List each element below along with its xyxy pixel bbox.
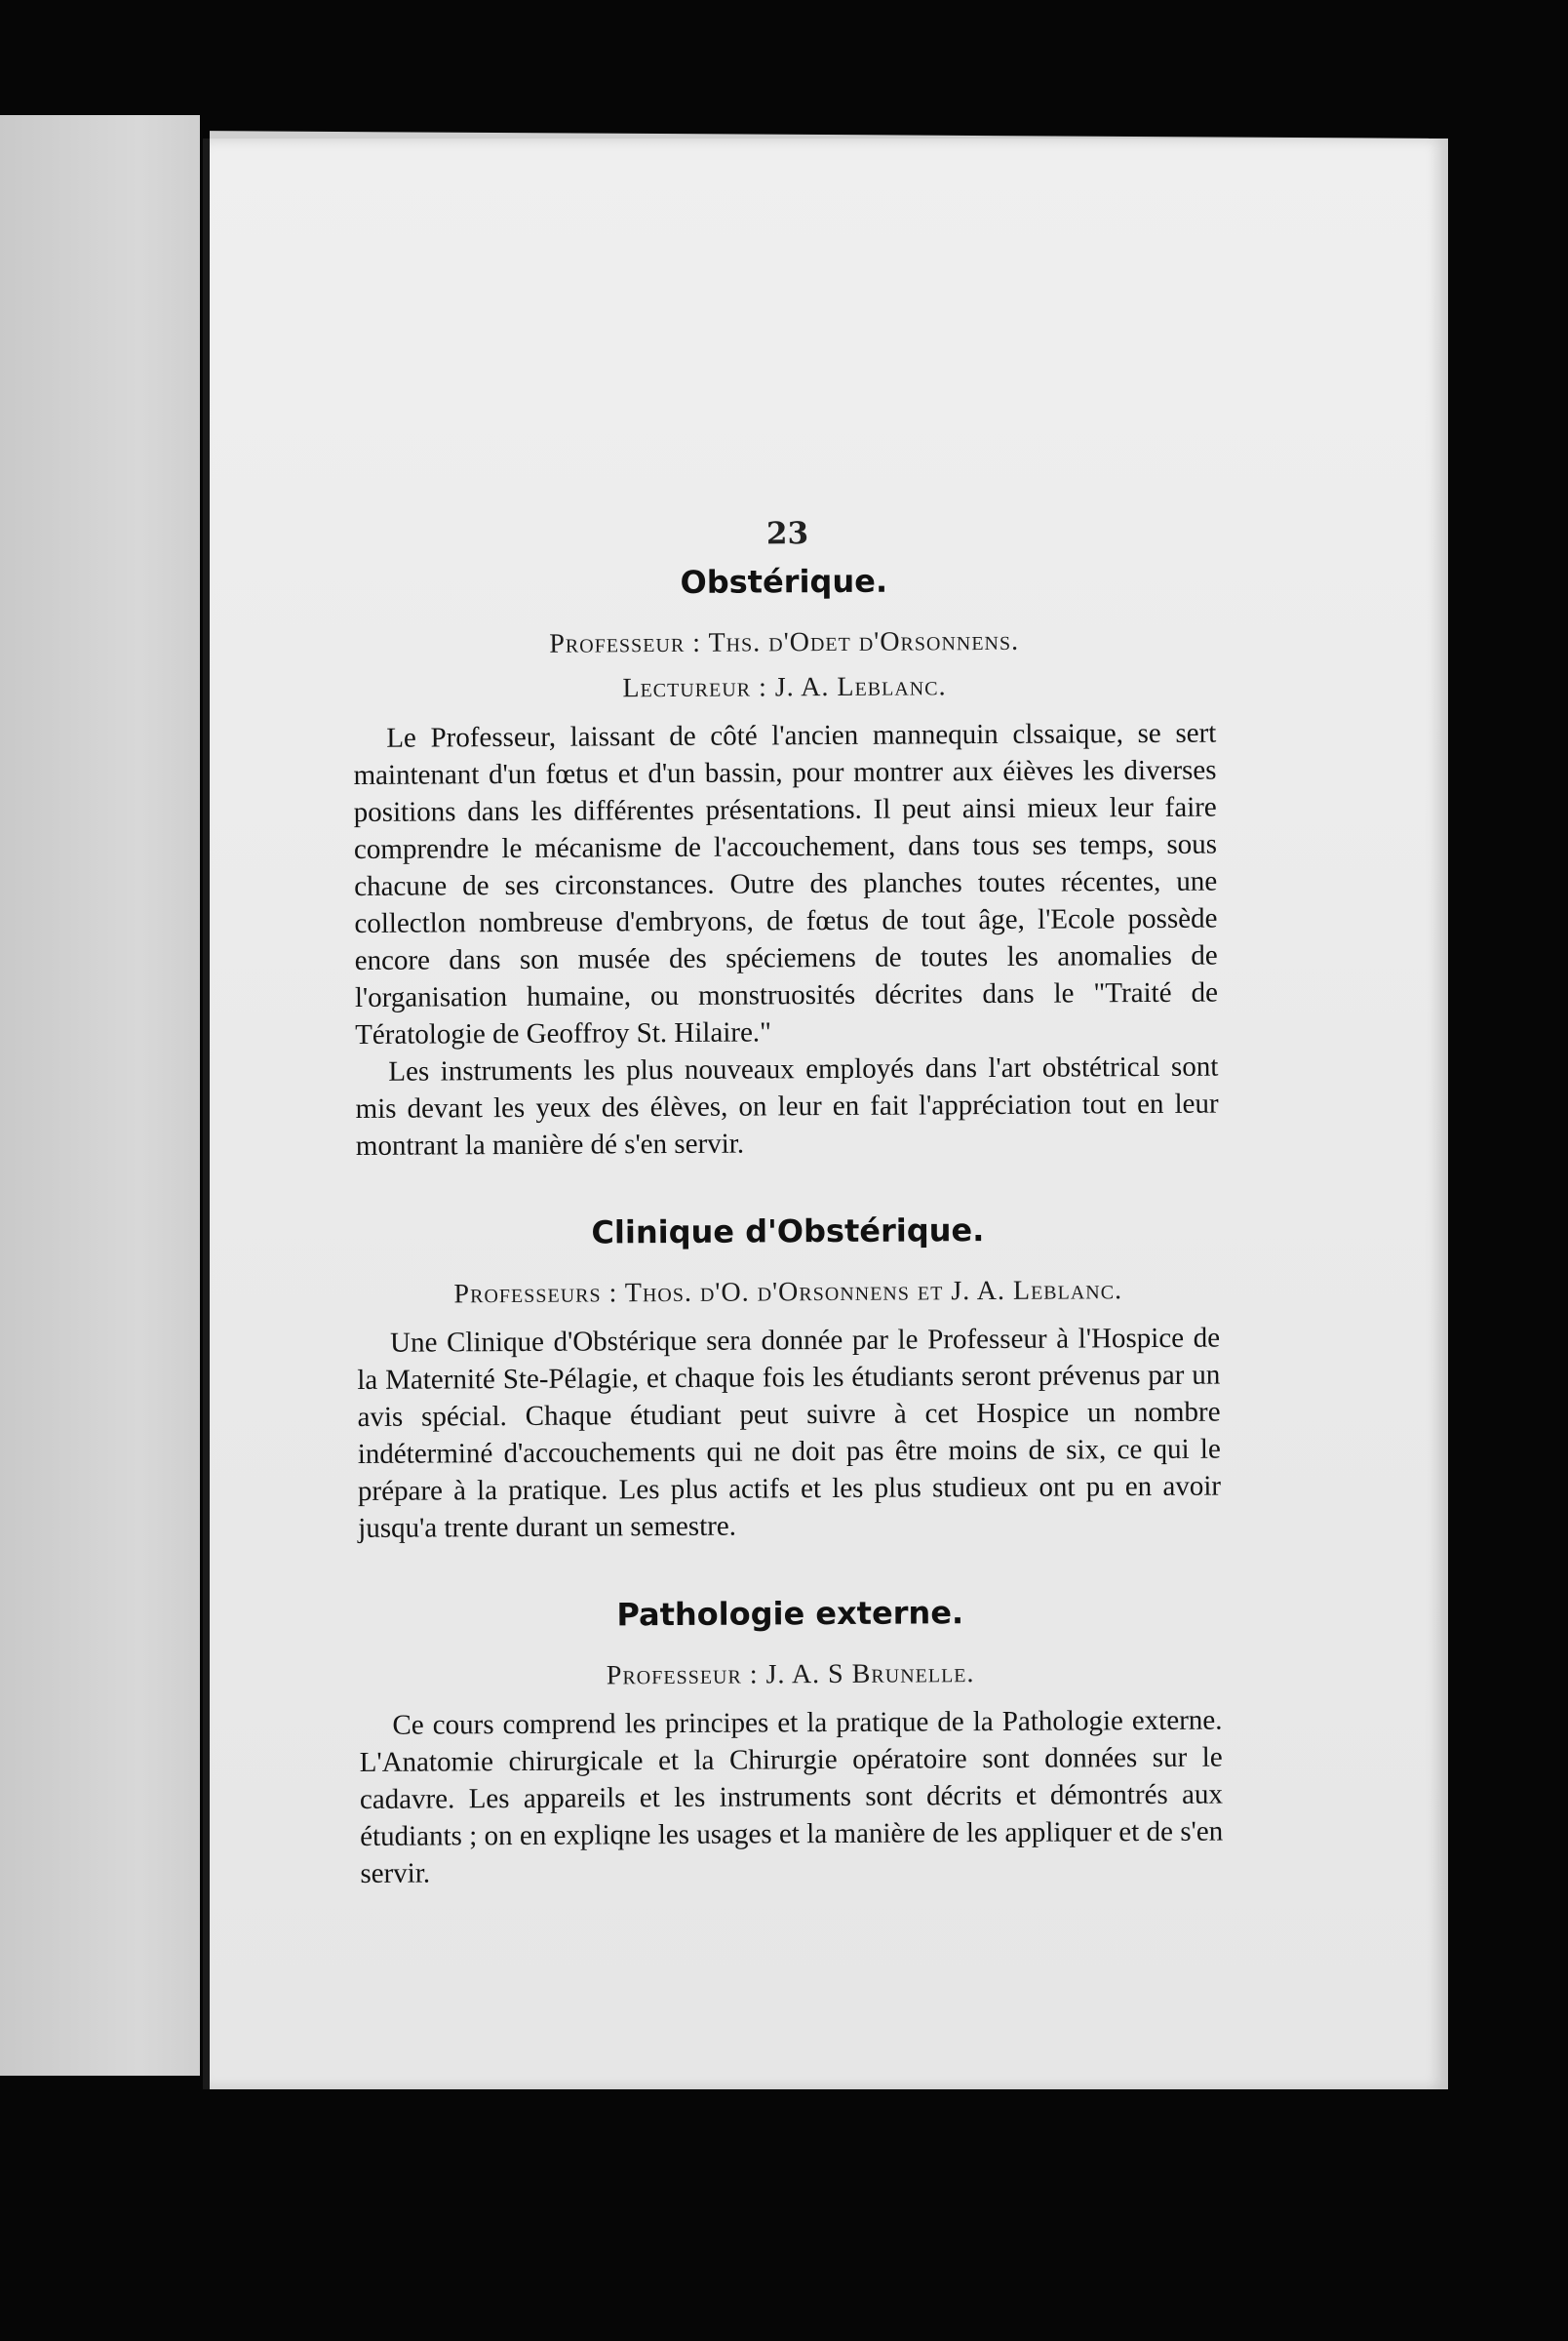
section-obsterique bbox=[352, 561, 1219, 1165]
facing-page-edge bbox=[0, 115, 200, 2076]
page-number: 23 bbox=[765, 516, 809, 552]
lecturer-line: Lectureur : J. A. Leblanc. bbox=[622, 671, 947, 704]
section-title: Pathologie externe. bbox=[616, 1594, 964, 1634]
section-title: Clinique d'Obstérique. bbox=[591, 1211, 985, 1251]
paragraph: Une Clinique d'Obstérique sera donnée par le Professeur à l'Hospice de la Maternité Ste-Pélagie, et chaque fois les étudiants seront prévenus par un avis spécial. Chaque étudiant peut suivre à cet Hospice un nombre indéterminé d'accouchements qui ne doit pas être moins de six, ce qui le prépare à la pratique. Les plus actifs et les plus studieux ont pu en avoir jusqu'a trente durant un semestre. bbox=[357, 1322, 1222, 1544]
paragraph: Le Professeur, laissant de côté l'ancien mannequin clssaique, se sert maintenant d'un fœtus et d'un bassin, pour montrer aux éièves les diverses positions dans les différentes présentations. Il peut ainsi mieux leur faire comprendre le mécanisme de l'accouchement, dans tous ses temps, sous chacune de ses circonstances. Outre des planches toutes récentes, une collectlon nombreuse d'embryons, de fœtus de tout âge, l'Ecole possède encore dans son musée des spéciemens de toutes les anomalies de l'organisation humaine, ou monstruosités décrites dans le "Traité de Tératologie de Geoffroy St. Hilaire." bbox=[353, 717, 1218, 1051]
paragraph: Ce cours comprend les principes et la pratique de la Pathologie externe. L'Anatomie chirurgicale et la Chirurgie opératoire sont données sur le cadavre. Les appareils et les instruments sont décrits et démontrés aux étudiants ; on en expliqne les usages et la manière de les appliquer et de s'en servir. bbox=[359, 1704, 1224, 1889]
section-clinique-obsterique bbox=[356, 1210, 1221, 1547]
page-content bbox=[351, 368, 1224, 1943]
professor-line: Professeur : J. A. S Brunelle. bbox=[606, 1658, 975, 1691]
book-page bbox=[203, 139, 1448, 2089]
section-title: Obstérique. bbox=[680, 562, 888, 601]
section-pathologie-externe bbox=[359, 1593, 1224, 1892]
professor-line: Professeur : Ths. d'Odet d'Orsonnens. bbox=[549, 625, 1020, 659]
professors-line: Professeurs : Thos. d'O. d'Orsonnens et J. A. Leblanc. bbox=[453, 1275, 1123, 1310]
paragraph: Les instruments les plus nouveaux employés dans l'art obstétrical sont mis devant les yeux des élèves, on leur en fait l'appréciation tout en leur montrant la manière dé s'en servir. bbox=[355, 1051, 1219, 1162]
